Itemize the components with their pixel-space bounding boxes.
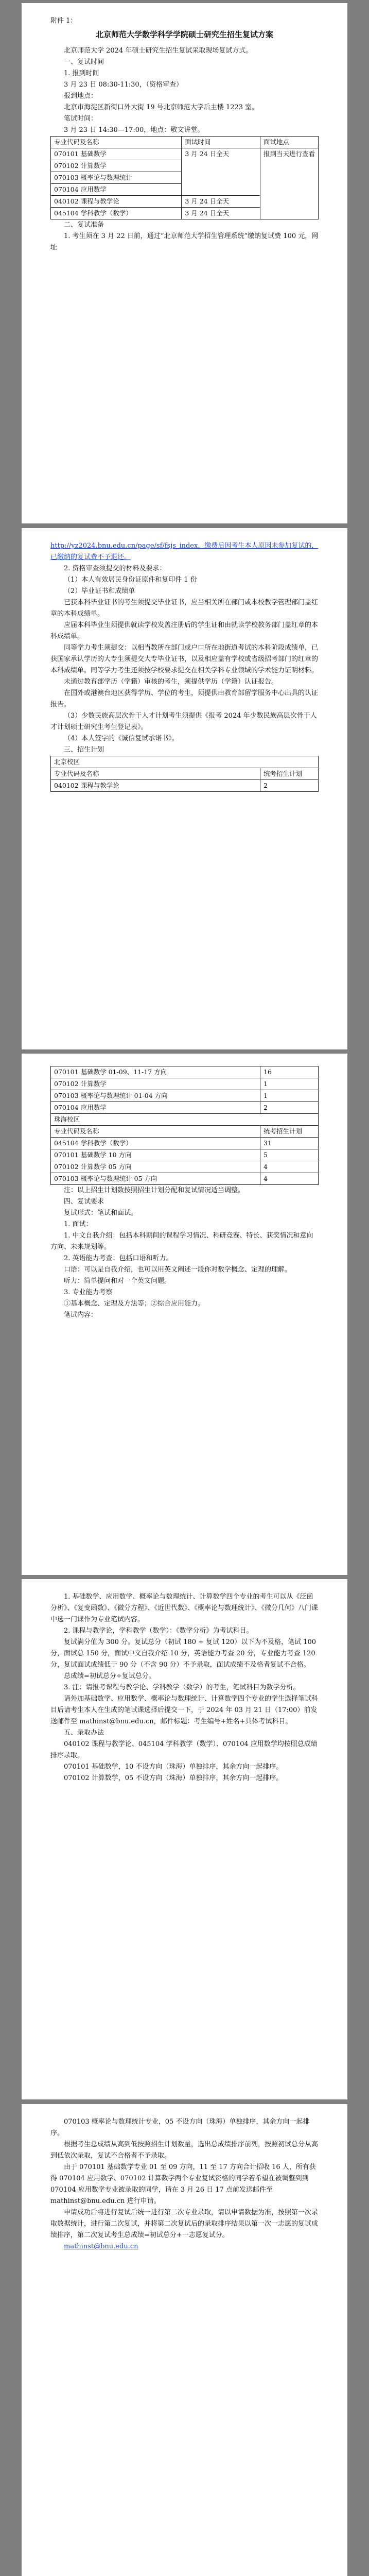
table-header-row xyxy=(51,1126,319,1138)
table-cell: 2 xyxy=(260,780,319,792)
reg-bj-time: 3 月 23 日 08:30-11:30，（资格审查） xyxy=(64,81,183,89)
table-row xyxy=(51,1102,319,1114)
table-cell: 070102 计算数学 xyxy=(51,160,182,172)
table-cell: 070101 基础数学 xyxy=(51,148,182,160)
table-header-cell: 统考招生计划 xyxy=(260,768,319,780)
req-paragraph: 复试形式：笔试和面试。 xyxy=(64,1209,138,1217)
table-cell: 报到当天进行查看 xyxy=(260,148,319,219)
table-row xyxy=(51,1066,319,1078)
table-cell: 070101 基础数学 01-09、11-17 方向 xyxy=(51,1066,260,1078)
qualification-item-degree: （2）毕业证书和成绩单 xyxy=(64,587,135,595)
table-header-cell: 专业代码及名称 xyxy=(51,768,260,780)
qualification-paragraph: 同等学力考生须提交：以相当教所在部门或户口所在地街道考试的本科阶段成绩单，已获国家承认学历的大专生须提交大专毕业证书，以及相应盖有学校或省级招考部门的红章的本科成绩单。同等学力考生还须按学校要求提交在相关学科专业领域的学术能力证明材料。 xyxy=(50,644,319,674)
admission-paragraph: 根据考生总成绩从高到低按照招生计划数量，选出总成绩排序前列，按照初试总分从高到低依次录取，复试不合格者不予录取。 xyxy=(50,2141,319,2160)
table-cell: 070103 概率论与数理统计 05 方向 xyxy=(51,1173,260,1185)
reg-time-heading: 1. 报到时间 xyxy=(64,70,99,77)
table-cell: 1 xyxy=(260,1090,319,1102)
document-page-1 xyxy=(22,3,347,523)
fee-paragraph: 1. 考生须在 3 月 22 日前，通过“北京师范大学招生管理系统”缴纳复试费 100 元，网址 xyxy=(50,232,319,251)
table-header-cell: 专业代码及名称 xyxy=(51,137,182,148)
qualification-paragraph: （3）少数民族高层次骨干人才计划考生须提供《报考 2024 年少数民族高层次骨干人才计划硕士研究生考生登记表》。 xyxy=(50,712,317,731)
table-cell: 16 xyxy=(260,1066,319,1078)
table-cell: 070104 应用数学 xyxy=(51,1102,260,1114)
table-row xyxy=(51,756,319,768)
document-title: 北京师范大学数学科学学院硕士研究生招生复试方案 xyxy=(95,30,273,39)
table-cell: 3 月 24 日全天 xyxy=(182,196,260,208)
email-link[interactable]: mathinst@bnu.edu.cn xyxy=(64,2243,138,2250)
exam-paragraph: 复试满分值为 300 分。复试总分（初试 180 + 复试 120）以下为不及格，笔试 100 分，面试总 150 分，面试中文自我介绍 10 分，英语能力考查 20 分，专业能力考查 120 分，复试面试成绩低于 90 分（不含 90 分）不予录取，面试成绩不及格者复试不合格。 xyxy=(50,1638,317,1669)
document-page-5 xyxy=(22,2104,347,2576)
written-exam-time: 3 月 23 日 14:30—17:00，地点：敬文讲堂。 xyxy=(64,126,204,134)
table-cell: 2 xyxy=(260,1102,319,1114)
section-2-heading: 二、复试准备 xyxy=(64,221,104,229)
exam-paragraph: 3. 注：请报考课程与教学论、学科教学（数学）的考生，笔试科目为数学分析。 xyxy=(64,1684,300,1691)
section-5-heading: 五、录取办法 xyxy=(64,1729,104,1737)
qualification-paragraph: （4）本人签字的《诚信复试承诺书》。 xyxy=(64,735,179,742)
enrollment-plan-table-bj xyxy=(50,756,319,792)
table-header-cell: 专业代码及名称 xyxy=(51,1126,260,1138)
table-header-cell: 面试时间 xyxy=(182,137,260,148)
table-cell: 4 xyxy=(260,1173,319,1185)
table-cell: 1 xyxy=(260,1078,319,1090)
table-row xyxy=(51,1173,319,1185)
admission-paragraph: 申请成功后将进行复试后统一进行第二次专业录取，请以申请数据为准，按照第一次录取数据统计，进行第二次复试，并将第二次复试后的录取排序结果以第一次一志愿的复试成绩排序，第二次复试考生总成绩=初试总分+一志愿复试分。 xyxy=(50,2209,319,2239)
table-header-cell: 统考招生计划 xyxy=(260,1126,319,1138)
reg-bj-place-label: 报到地点： xyxy=(64,92,98,100)
table-row xyxy=(51,1114,319,1126)
enrollment-plan-table-continued xyxy=(50,1066,319,1185)
campus-label: 珠海校区 xyxy=(51,1114,319,1126)
qualification-paragraph: 未通过教育部学历（学籍）审核的考生，须提供学历（学籍）认证报告。 xyxy=(64,678,278,686)
table-cell: 070102 计算数学 xyxy=(51,1078,260,1090)
req-paragraph: 1. 中文自我介绍：包括本科期间的课程学习情况、科研竞赛、特长、获奖情况和意向方向、未来规划等。 xyxy=(50,1232,313,1251)
campus-label: 北京校区 xyxy=(51,756,319,768)
qualification-paragraph: 应届本科毕业生须提供就读学校发盖注册后的学生证和由就读学校教务部门盖红章的本科成绩单。 xyxy=(50,621,319,640)
table-row xyxy=(51,1090,319,1102)
table-cell: 070104 应用数学 xyxy=(51,184,182,196)
req-paragraph: ①基本概念、定理及方法等；②综合应用能力。 xyxy=(64,1300,205,1308)
admission-paragraph: 040102 课程与教学论、045104 学科教学（数学）、070104 应用数学均按照总成绩排序录取。 xyxy=(50,1740,318,1759)
table-cell: 045104 学科教学（数学） xyxy=(51,208,182,219)
admission-paragraph: 070101 基础数学，10 不设方向（珠海）单独排序，其余方向一起排序。 xyxy=(64,1763,283,1771)
table-cell: 070102 计算数学 05 方向 xyxy=(51,1161,260,1173)
qualification-heading: 2. 资格审查须提交的材料及要求： xyxy=(64,565,166,572)
qualification-paragraph: 已获本科毕业证书的考生须提交毕业证书，应当相关所在部门或本校教学管理部门盖红章的本科成绩单。 xyxy=(50,599,319,618)
admission-paragraph: 070103 概率论与数理统计专业，05 不设方向（珠海）单独排序，其余方向一起排序。 xyxy=(50,2118,310,2137)
document-page-3 xyxy=(22,1054,347,1575)
document-page-2 xyxy=(22,528,347,1049)
exam-paragraph: 请外加基础数学、应用数学、概率论与数理统计、计算数学四个专业的学生选择笔试科目后请考生本人在生成的笔试课选择后提交一下，于 2024 年 03 月 21 日（17:00）前发送邮件至 mathinst@bnu.edu.cn，邮件标题：考生编号+姓名+具体考试科目。 xyxy=(50,1695,319,1725)
fee-url-paragraph xyxy=(50,540,319,563)
table-row xyxy=(51,1149,319,1161)
intro-paragraph: 北京师范大学 2024 年硕士研究生招生复试采取现场复试方式。 xyxy=(64,47,253,55)
req-paragraph: 3. 专业能力考察 xyxy=(64,1289,113,1296)
table-row xyxy=(51,780,319,792)
email-line xyxy=(50,2241,319,2252)
table-cell: 045104 学科教学（数学） xyxy=(51,1138,260,1149)
section-4-heading: 四、复试要求 xyxy=(64,1198,104,1206)
table-cell: 3 月 24 日全天 xyxy=(182,148,260,196)
table-header-row xyxy=(51,768,319,780)
section-1-heading: 一、复试时间 xyxy=(64,58,104,66)
req-paragraph: 笔试内容： xyxy=(64,1311,98,1319)
table-cell: 070103 概率论与数理统计 xyxy=(51,172,182,184)
fee-url-link[interactable]: http://yz2024.bnu.edu.cn/page/sf/fsjs_index，缴费后因考生本人原因未参加复试的，已缴纳的复试费不予退还。 xyxy=(50,542,319,561)
reg-bj-address: 北京市海淀区新街口外大街 19 号北京师范大学后主楼 1223 室。 xyxy=(64,104,259,111)
plan-note: 注：以上招生计划数按照招生计划分配和复试情况适当调整。 xyxy=(64,1187,245,1194)
qualification-paragraph: 在国外或港澳台地区获得学历、学位的考生，须提供由教育部留学服务中心出具的认证报告。 xyxy=(50,689,319,708)
admission-paragraph: 由于 070101 基础数学专业 01 至 09 方向，11 至 17 方向合计招收 16 人，所有获得 070104 应用数学、070102 计算数学两个专业复试资格的同学若希望在被调整到到 070104 应用数学专业被录取的同学，请在 3 月 26 日 17 点前发送邮件至 mathinst@bnu.edu.cn 进行申请。 xyxy=(50,2163,316,2205)
table-row xyxy=(51,1078,319,1090)
table-row xyxy=(51,1138,319,1149)
req-paragraph: 1. 面试： xyxy=(64,1221,93,1228)
interview-schedule-table xyxy=(50,136,319,219)
req-paragraph: 听力：简单提问和对一个英文问题。 xyxy=(64,1277,171,1285)
table-cell: 070101 基础数学 10 方向 xyxy=(51,1149,260,1161)
table-cell: 5 xyxy=(260,1149,319,1161)
written-exam-label: 笔试时间： xyxy=(64,115,98,123)
exam-paragraph: 2. 课程与教学论，学科教学（数学）：《数学分析》为考试科目。 xyxy=(64,1627,253,1635)
table-header-cell: 面试地点 xyxy=(260,137,319,148)
table-cell: 040102 课程与教学论 xyxy=(51,780,260,792)
qualification-item-id: （1）本人有效居民身份证原件和复印件 1 份 xyxy=(64,576,197,584)
exam-paragraph: 总成绩=初试总分÷复试总分。 xyxy=(64,1672,155,1680)
admission-paragraph: 070102 计算数学，05 不设方向（珠海）单独排序，其余方向一起排序。 xyxy=(64,1774,283,1782)
table-row xyxy=(51,1161,319,1173)
table-header-row xyxy=(51,137,319,148)
req-paragraph: 口语：可以是自我介绍，也可以用英文阐述一段你对数学概念、定理的理解。 xyxy=(64,1266,292,1274)
table-row xyxy=(51,148,319,160)
req-paragraph: 2. 英语能力考查：包括口语和听力。 xyxy=(64,1255,173,1262)
table-cell: 070103 概率论与数理统计 01-04 方向 xyxy=(51,1090,260,1102)
document-page-4 xyxy=(22,1579,347,2099)
table-cell: 4 xyxy=(260,1161,319,1173)
table-cell: 3 月 24 日全天 xyxy=(182,208,260,219)
table-cell: 040102 课程与教学论 xyxy=(51,196,182,208)
exam-paragraph: 1. 基础数学、应用数学、概率论与数理统计、计算数学四个专业的考生可以从《泛函分析》、《复变函数》、《微分方程》、《近世代数》、《概率论与数理统计》、《微分几何》八门课中选一门课作为专业笔试内容。 xyxy=(50,1593,319,1623)
annex-label: 附件 1： xyxy=(50,17,77,25)
section-3-heading: 三、招生计划 xyxy=(64,746,104,754)
table-cell: 31 xyxy=(260,1138,319,1149)
